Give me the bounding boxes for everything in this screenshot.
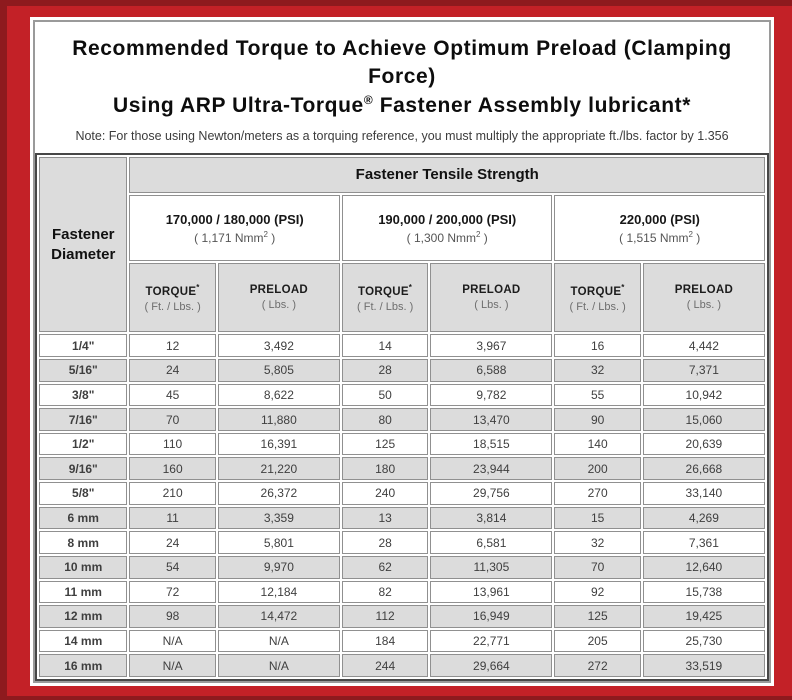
- diameter-cell: 11 mm: [39, 581, 127, 604]
- table-row: [39, 359, 765, 382]
- value-cell: 5,801: [218, 531, 340, 554]
- value-cell: 112: [342, 605, 428, 628]
- torque-column-header: TORQUE* ( Ft. / Lbs. ): [342, 263, 428, 332]
- nmm-label: ( 1,515 Nmm$^2$ ): [619, 229, 701, 245]
- diameter-cell: 8 mm: [39, 531, 127, 554]
- value-cell: 11,880: [218, 408, 340, 431]
- table-row: [39, 433, 765, 456]
- value-cell: 32: [554, 359, 640, 382]
- table-header: [39, 157, 765, 332]
- value-cell: 210: [129, 482, 215, 505]
- title-line1: Recommended Torque to Achieve Optimum Preload (Clamping Force): [72, 37, 732, 89]
- preload-column-header: PRELOAD ( Lbs. ): [218, 263, 340, 332]
- value-cell: 12,640: [643, 556, 765, 579]
- psi-label: 190,000 / 200,000 (PSI): [378, 211, 517, 227]
- diameter-cell: 7/16": [39, 408, 127, 431]
- value-cell: 12: [129, 334, 215, 357]
- value-cell: 13: [342, 507, 428, 530]
- value-cell: 184: [342, 630, 428, 653]
- value-cell: 25,730: [643, 630, 765, 653]
- value-cell: 24: [129, 359, 215, 382]
- header-row-group: [39, 157, 765, 193]
- diameter-cell: 1/4": [39, 334, 127, 357]
- table-row: [39, 482, 765, 505]
- table-row: [39, 630, 765, 653]
- table-row: [39, 507, 765, 530]
- value-cell: 70: [554, 556, 640, 579]
- value-cell: 62: [342, 556, 428, 579]
- value-cell: 14,472: [218, 605, 340, 628]
- torque-preload-table: [35, 153, 769, 681]
- preload-column-header: PRELOAD ( Lbs. ): [643, 263, 765, 332]
- value-cell: 270: [554, 482, 640, 505]
- table-row: [39, 654, 765, 677]
- value-cell: 6,588: [430, 359, 552, 382]
- torque-column-header: TORQUE* ( Ft. / Lbs. ): [554, 263, 640, 332]
- title-line2: Using ARP Ultra-Torque® Fastener Assembly lubricant*: [112, 92, 691, 117]
- note-text: Note: For those using Newton/meters as a torquing reference, you must multiply the appropriate ft./lbs. factor by 1.356: [75, 129, 729, 144]
- value-cell: 8,622: [218, 384, 340, 407]
- value-cell: 22,771: [430, 630, 552, 653]
- value-cell: 50: [342, 384, 428, 407]
- value-cell: 15,060: [643, 408, 765, 431]
- value-cell: 21,220: [218, 457, 340, 480]
- value-cell: 16,391: [218, 433, 340, 456]
- value-cell: 45: [129, 384, 215, 407]
- value-cell: N/A: [129, 630, 215, 653]
- psi-label: 220,000 (PSI): [619, 211, 700, 227]
- value-cell: 3,814: [430, 507, 552, 530]
- value-cell: 9,970: [218, 556, 340, 579]
- value-cell: 16,949: [430, 605, 552, 628]
- value-cell: 6,581: [430, 531, 552, 554]
- value-cell: 33,519: [643, 654, 765, 677]
- value-cell: 3,492: [218, 334, 340, 357]
- value-cell: 92: [554, 581, 640, 604]
- table-row: [39, 334, 765, 357]
- diameter-cell: 6 mm: [39, 507, 127, 530]
- value-cell: 19,425: [643, 605, 765, 628]
- value-cell: 11,305: [430, 556, 552, 579]
- value-cell: 54: [129, 556, 215, 579]
- value-cell: 13,961: [430, 581, 552, 604]
- value-cell: 125: [554, 605, 640, 628]
- value-cell: 272: [554, 654, 640, 677]
- value-cell: 20,639: [643, 433, 765, 456]
- table-row: [39, 531, 765, 554]
- value-cell: 24: [129, 531, 215, 554]
- value-cell: 26,372: [218, 482, 340, 505]
- title-block: [35, 22, 769, 153]
- psi-label: 170,000 / 180,000 (PSI): [165, 211, 304, 227]
- value-cell: 205: [554, 630, 640, 653]
- value-cell: 70: [129, 408, 215, 431]
- table-body: [39, 334, 765, 677]
- table-row: [39, 581, 765, 604]
- value-cell: 180: [342, 457, 428, 480]
- value-cell: 98: [129, 605, 215, 628]
- strength-group-header: [129, 195, 340, 261]
- value-cell: N/A: [218, 630, 340, 653]
- value-cell: 244: [342, 654, 428, 677]
- value-cell: 160: [129, 457, 215, 480]
- nmm-label: ( 1,300 Nmm$^2$ ): [406, 229, 488, 245]
- diameter-cell: 16 mm: [39, 654, 127, 677]
- strength-group-header: [554, 195, 765, 261]
- value-cell: 72: [129, 581, 215, 604]
- content-panel: [33, 20, 771, 683]
- value-cell: N/A: [218, 654, 340, 677]
- value-cell: 10,942: [643, 384, 765, 407]
- value-cell: 28: [342, 531, 428, 554]
- diameter-cell: 10 mm: [39, 556, 127, 579]
- value-cell: 4,269: [643, 507, 765, 530]
- diameter-cell: 5/16": [39, 359, 127, 382]
- strength-group-header: [342, 195, 553, 261]
- corner-header-fastener-diameter: Fastener Diameter: [39, 157, 127, 332]
- value-cell: 28: [342, 359, 428, 382]
- value-cell: 33,140: [643, 482, 765, 505]
- value-cell: 9,782: [430, 384, 552, 407]
- value-cell: 23,944: [430, 457, 552, 480]
- torque-column-header: TORQUE* ( Ft. / Lbs. ): [129, 263, 215, 332]
- poster-frame: [7, 6, 792, 696]
- diameter-cell: 5/8": [39, 482, 127, 505]
- header-row-psi: [39, 195, 765, 261]
- registered-trademark-symbol: ®: [363, 92, 374, 107]
- table-row: [39, 556, 765, 579]
- value-cell: 18,515: [430, 433, 552, 456]
- value-cell: 80: [342, 408, 428, 431]
- diameter-cell: 3/8": [39, 384, 127, 407]
- value-cell: 125: [342, 433, 428, 456]
- value-cell: 12,184: [218, 581, 340, 604]
- value-cell: 3,359: [218, 507, 340, 530]
- table-row: [39, 384, 765, 407]
- value-cell: N/A: [129, 654, 215, 677]
- value-cell: 3,967: [430, 334, 552, 357]
- value-cell: 82: [342, 581, 428, 604]
- value-cell: 55: [554, 384, 640, 407]
- value-cell: 240: [342, 482, 428, 505]
- value-cell: 110: [129, 433, 215, 456]
- value-cell: 90: [554, 408, 640, 431]
- value-cell: 26,668: [643, 457, 765, 480]
- value-cell: 15,738: [643, 581, 765, 604]
- value-cell: 11: [129, 507, 215, 530]
- value-cell: 200: [554, 457, 640, 480]
- value-cell: 140: [554, 433, 640, 456]
- table-row: [39, 605, 765, 628]
- diameter-cell: 12 mm: [39, 605, 127, 628]
- diameter-cell: 9/16": [39, 457, 127, 480]
- value-cell: 15: [554, 507, 640, 530]
- diameter-cell: 1/2": [39, 433, 127, 456]
- table-row: [39, 457, 765, 480]
- value-cell: 29,664: [430, 654, 552, 677]
- value-cell: 5,805: [218, 359, 340, 382]
- value-cell: 32: [554, 531, 640, 554]
- nmm-label: ( 1,171 Nmm$^2$ ): [194, 229, 276, 245]
- value-cell: 7,371: [643, 359, 765, 382]
- value-cell: 4,442: [643, 334, 765, 357]
- value-cell: 7,361: [643, 531, 765, 554]
- preload-column-header: PRELOAD ( Lbs. ): [430, 263, 552, 332]
- value-cell: 16: [554, 334, 640, 357]
- header-row-columns: [39, 263, 765, 332]
- value-cell: 29,756: [430, 482, 552, 505]
- value-cell: 13,470: [430, 408, 552, 431]
- table-row: [39, 408, 765, 431]
- value-cell: 14: [342, 334, 428, 357]
- tensile-strength-header: Fastener Tensile Strength: [129, 157, 765, 193]
- page-title: [41, 35, 763, 120]
- diameter-cell: 14 mm: [39, 630, 127, 653]
